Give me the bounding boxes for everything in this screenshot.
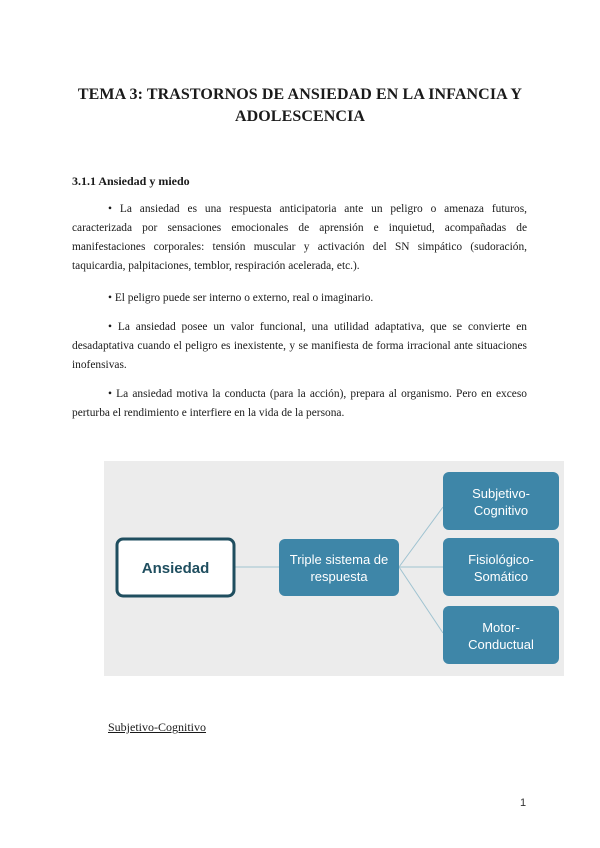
subheading-subjetivo-cognitivo: Subjetivo-Cognitivo <box>108 720 207 734</box>
middle-node-triple-system <box>279 539 399 596</box>
paragraph-functional-value: • La ansiedad posee un valor funcional, una utilidad adaptativa, que se convierte en desadaptativa cuando el peligro es inexistente, y se manifiesta de forma irracional ante situaciones inofensivas. <box>72 321 527 371</box>
paragraph-motivation: • La ansiedad motiva la conducta (para la acción), prepara al organismo. Pero en exceso perturba el rendimiento e interfiere en la vida de la persona. <box>72 388 527 419</box>
middle-node-label-line1: Triple sistema de <box>289 552 389 567</box>
paragraph-danger-types: • El peligro puede ser interno o externo, real o imaginario. <box>108 292 374 304</box>
branch-1-label-line1: Subjetivo- <box>472 486 530 501</box>
connector-middle-bottom <box>399 567 443 633</box>
branch-3-label-line2: Conductual <box>468 637 534 652</box>
paragraph-anxiety-definition: • La ansiedad es una respuesta anticipatoria ante un peligro o amenaza futuros, caracterizada por sensaciones emocionales de aprensión e inquietud, acompañadas de manifestaciones corporales: tensión muscular y activación del SN simpático (sudoración, taquicardia, palpitaciones, temblor, respiración acelerada, etc.). <box>72 203 527 272</box>
document-title <box>60 84 540 128</box>
title-line-2: ADOLESCENCIA <box>234 108 366 125</box>
branch-1-label-line2: Cognitivo <box>473 503 529 518</box>
section-heading: 3.1.1 Ansiedad y miedo <box>72 174 190 188</box>
branch-node-motor-conductual <box>443 606 559 664</box>
root-node-label: Ansiedad <box>141 560 210 577</box>
branch-2-label-line1: Fisiológico- <box>468 552 534 567</box>
branch-2-label-line2: Somático <box>473 569 529 584</box>
anxiety-response-diagram <box>104 461 564 676</box>
connector-middle-top <box>399 507 443 567</box>
title-line-1: TEMA 3: TRASTORNOS DE ANSIEDAD EN LA INFANCIA Y <box>77 86 523 103</box>
branch-node-subjetivo-cognitivo <box>443 472 559 530</box>
branch-3-label-line1: Motor- <box>482 620 520 635</box>
middle-node-label-line2: respuesta <box>310 569 368 584</box>
page-number: 1 <box>520 797 527 809</box>
branch-node-fisiologico-somatico <box>443 538 559 596</box>
diagram-canvas <box>104 461 564 676</box>
